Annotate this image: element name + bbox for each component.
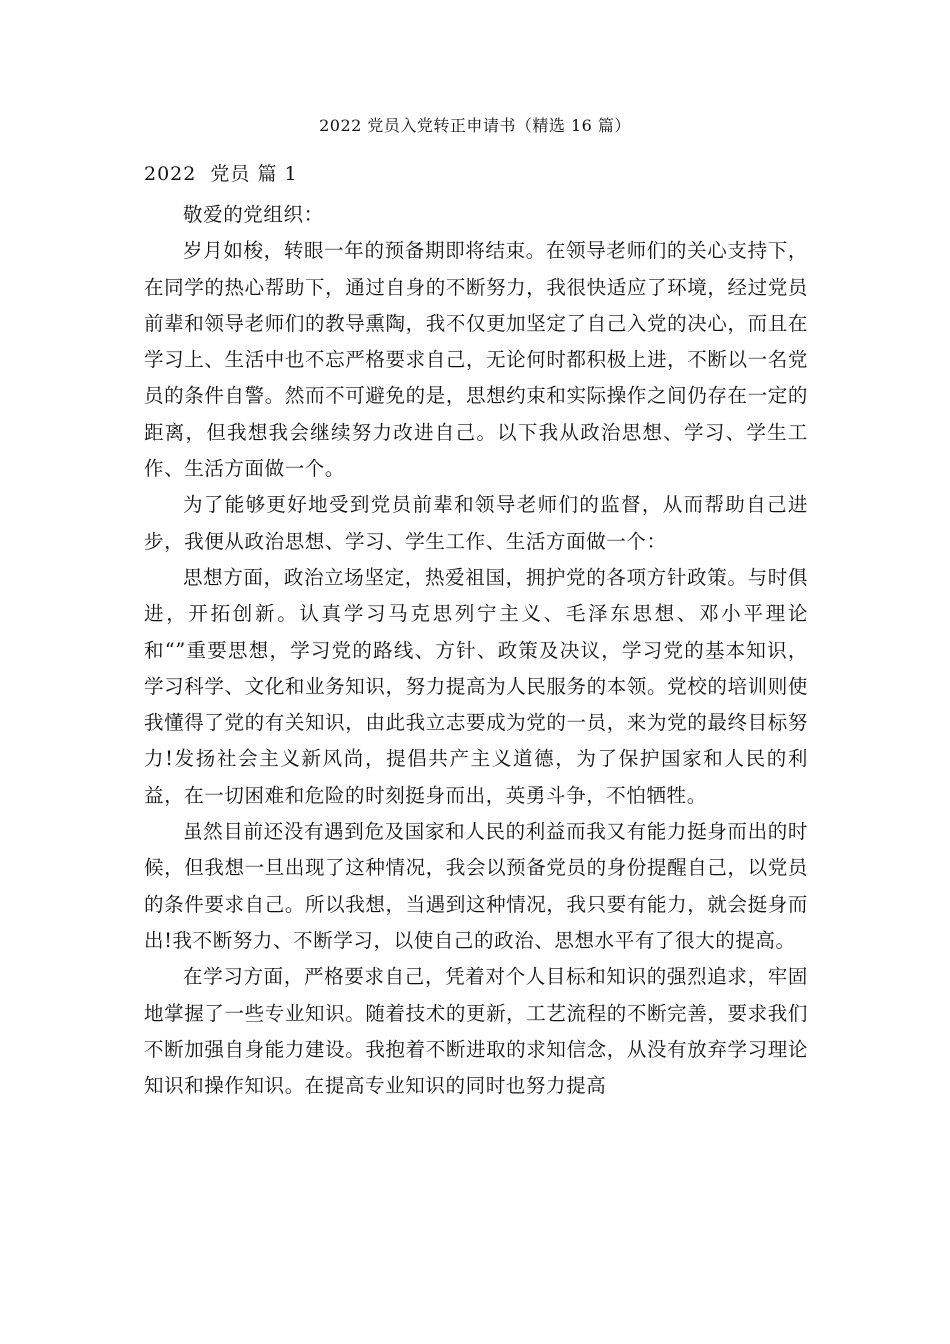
document-title: 2022 党员入党转正申请书（精选 16 篇） [319, 116, 631, 135]
salutation: 敬爱的党组织： [183, 203, 324, 226]
body-paragraph: 岁月如梭，转眼一年的预备期即将结束。在领导老师们的关心支持下，在同学的热心帮助下，通过自身的不断努力，我很快适应了环境，经过党员前辈和领导老师们的教导熏陶，我不仅更加坚定了自己入党的决心，而且在学习上、生活中也不忘严格要求自己，无论何时都积极上进，不断以一名党员的条件自警。然而不可避免的是，思想约束和实际操作之间仍存在一定的距离，但我想我会继续努力改进自己。以下我从政治思想、学习、学生工作、生活方面做一个。 [144, 239, 808, 481]
body-paragraph: 为了能够更好地受到党员前辈和领导老师们的监督，从而帮助自己进步，我便从政治思想、学习、学生工作、生活方面做一个： [144, 493, 808, 553]
body-paragraph: 虽然目前还没有遇到危及国家和人民的利益而我又有能力挺身而出的时候，但我想一旦出现了这种情况，我会以预备党员的身份提醒自己，以党员的条件要求自己。所以我想，当遇到这种情况，我只要有能力，就会挺身而出!我不断努力、不断学习，以使自己的政治、思想水平有了很大的提高。 [144, 820, 808, 952]
document-body [144, 197, 808, 1104]
body-paragraph: 思想方面，政治立场坚定，热爱祖国，拥护党的各项方针政策。与时俱进，开拓创新。认真学习马克思列宁主义、毛泽东思想、邓小平理论和“”重要思想，学习党的路线、方针、政策及决议，学习党的基本知识，学习科学、文化和业务知识，努力提高为人民服务的本领。党校的培训则使我懂得了党的有关知识，由此我立志要成为党的一员，来为党的最终目标努力!发扬社会主义新风尚，提倡共产主义道德，为了保护国家和人民的利益，在一切困难和危险的时刻挺身而出，英勇斗争，不怕牺牲。 [144, 565, 808, 807]
body-paragraph: 在学习方面，严格要求自己，凭着对个人目标和知识的强烈追求，牢固地掌握了一些专业知识。随着技术的更新，工艺流程的不断完善，要求我们不断加强自身能力建设。我抱着不断进取的求知信念，从没有放弃学习理论知识和操作知识。在提高专业知识的同时也努力提高 [144, 965, 808, 1098]
section-heading: 2022 党员 篇 1 [144, 163, 298, 185]
